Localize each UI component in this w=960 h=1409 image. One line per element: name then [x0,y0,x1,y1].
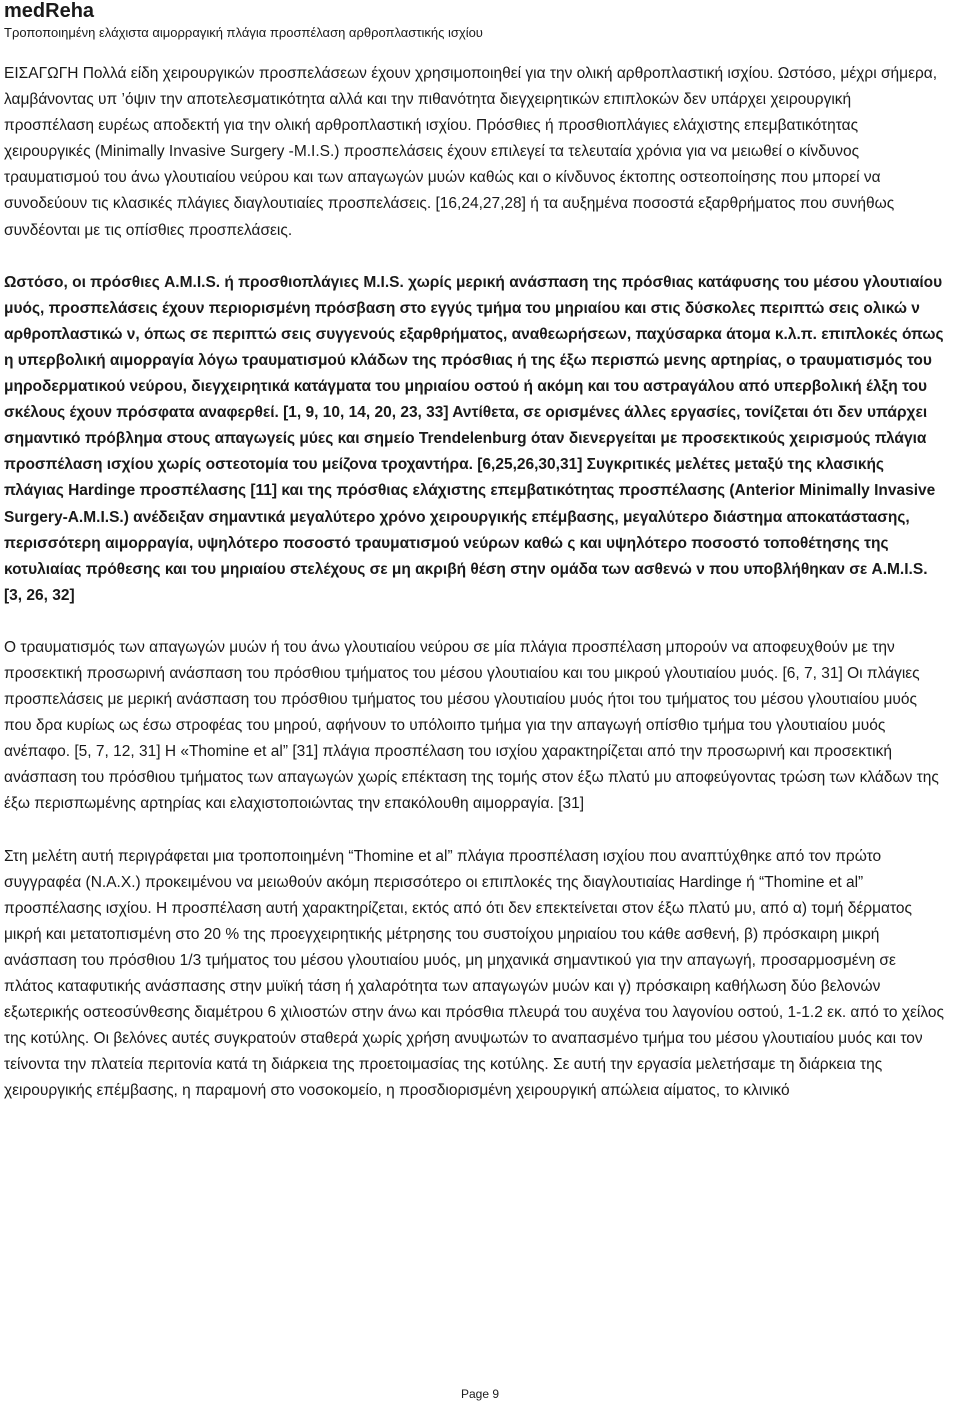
brand-title: medReha [4,0,95,22]
paragraph-introduction: ΕΙΣΑΓΩΓΗ Πολλά είδη χειρουργικών προσπελάσεων έχουν χρησιμοποιηθεί για την ολική αρθροπλαστική ισχίου. Ωστόσο, μέχρι σήμερα, λαμβάνοντας υπ ’όψιν την αποτελεσματικότητα αλλά και την πιθανότητα διεγχειρητικών επιπλοκών δεν υπάρχει χειρουργική προσπέλαση ευρέως αποδεκτή για την ολική αρθροπλαστική ισχίου. Πρόσθιες ή προσθιοπλάγιες ελάχιστης επεμβατικότητας χειρουργικές (Minimally Invasive Surgery -M.I.S.) προσπελάσεις έχουν επιλεγεί τα τελευταία χρόνια για να μειωθεί ο κίνδυνος τραυματισμού του άνω γλουτιαίου νεύρου και των απαγωγών μυών καθώς και ο κίνδυνος έκτοπης οστεοποίησης που μπορεί να συνοδεύουν τις κλασικές πλάγιες διαγλουτιαίες προσπελάσεις. [16,24,27,28] ή τα αυξημένα ποσοστά εξαρθρήματος που συνήθως συνδέονται με τις οπίσθιες προσπελάσεις. [4,65,938,239]
paragraph-gap [4,609,944,635]
paragraph-gap [4,244,944,270]
page-footer [0,1386,960,1402]
page-number: Page 9 [460,1387,500,1401]
body-content [4,61,944,1104]
paragraph-bold-complications: Ωστόσο, οι πρόσθιες A.M.I.S. ή προσθιοπλάγιες M.I.S. χωρίς μερική ανάσπαση της πρόσθιας κατάφυσης του μέσου γλουτιαίου μυός, προσπελάσεις έχουν περιορισμένη πρόσβαση στο εγγύς τμήμα του μηριαίου και στις δύσκολες περιπτώ σεις ολικώ ν αρθροπλαστικώ ν, όπως σε περιπτώ σεις συγγενούς εξαρθρήματος, αναθεωρήσεων, παχύσαρκα άτομα κ.λ.π. επιπλοκές όπως η υπερβολική αιμορραγία λόγω τραυματισμού κλάδων της πρόσθιας ή της έξω περισπώ μενης αρτηρίας, ο τραυματισμός του μηροδερματικού νεύρου, διεγχειρητικά κατάγματα του μηριαίου οστού ή ακόμη και του αστραγάλου από υπερβολική έλξη του σκέλους έχουν πρόσφατα αναφερθεί. [1, 9, 10, 14, 20, 23, 33] Αντίθετα, σε ορισμένες άλλες εργασίες, τονίζεται ότι δεν υπάρχει σημαντικό πρόβλημα στους απαγωγείς μύες και σημείο Trendelenburg όταν διενεργείται με προσεκτικούς χειρισμούς πλάγια προσπέλαση ισχίου χωρίς οστεοτομία του μείζονα τροχαντήρα. [6,25,26,30,31] Συγκριτικές μελέτες μεταξύ της κλασικής πλάγιας Hardinge προσπέλασης [11] και της πρόσθιας ελάχιστης επεμβατικότητας προσπέλασης (Anterior Minimally Invasive Surgery-A.M.I.S.) ανέδειξαν σημαντικά μεγαλύτερο χρόνο χειρουργικής επέμβασης, μεγαλύτερο διάστημα αποκατάστασης, περισσότερη αιμορραγία, υψηλότερο ποσοστό τραυματισμού νεύρων καθώ ς και υψηλότερο ποσοστό τοποθέτησης της κοτυλιαίας πρόθεσης και του μηριαίου στελέχους σε μη ακριβή θέση στην ομάδα των ασθενώ ν που υποβλήθηκαν σε A.M.I.S. [3, 26, 32] [4,273,944,604]
page-header [4,0,944,44]
paragraph-gap [4,818,944,844]
running-subtitle: Τροποποιημένη ελάχιστα αιμορραγική πλάγια προσπέλαση αρθροπλαστικής ισχίου [4,25,483,40]
paragraph-study-description: Στη μελέτη αυτή περιγράφεται μια τροποποιημένη “Thomine et al” πλάγια προσπέλαση ισχίου που αναπτύχθηκε από τον πρώτο συγγραφέα (Ν.Α.Χ.) προκειμένου να μειωθούν ακόμη περισσότερο οι επιπλοκές της διαγλουτιαίας Hardinge ή “Thomine et al” προσπέλασης ισχίου. Η προσπέλαση αυτή χαρακτηρίζεται, εκτός από ότι δεν επεκτείνεται στον έξω πλατύ μυ, από α) τομή δέρματος μικρή και μετατοπισμένη στο 20 % της προεγχειρητικής μέτρησης του συστοίχου μηριαίου του κάθε ασθενή, β) πρόσκαιρη μικρή ανάσπαση του πρόσθιου 1/3 τμήματος του μέσου γλουτιαίου μυός, μη μηχανικά σημαντικού για την απαγωγή, προσαρμοσμένη σε πλάτος καταφυτικής ανάσπασης στην μυϊκή τάση ή χαλαρότητα των απαγωγών μυών και γ) πρόσκαιρη καθήλωση δύο βελονών εξωτερικής οστεοσύνθεσης διαμέτρου 6 χιλιοστών στην άνω και πρόσθια πλευρά του αυχένα του λαγονίου οστού, 1-1.2 εκ. από το χείλος της κοτύλης. Οι βελόνες αυτές συγκρατούν σταθερά χωρίς χρήση ανυψωτών το αναπασμένο τμήμα του μέσου γλουτιαίου μυός και τον τείνοντα την πλατεία περιτονία κατά τη διάρκεια της προετοιμασίας της κοτύλης. Σε αυτή την εργασία μελετήσαμε τη διάρκεια της χειρουργικής επέμβασης, η παραμονή στο νοσοκομείο, η προσδιορισμένη χειρουργική απώλεια αίματος, το κλινικό [4,847,944,1100]
paragraph-abductor-injury: Ο τραυματισμός των απαγωγών μυών ή του άνω γλουτιαίου νεύρου σε μία πλάγια προσπέλαση μπορούν να αποφευχθούν με την προσεκτική προσωρινή ανάσπαση του πρόσθιου τμήματος του μέσου γλουτιαίου και του μικρού γλουτιαίου μυός. [6, 7, 31] Οι πλάγιες προσπελάσεις με μερική ανάσπαση του πρόσθιου τμήματος του μέσου γλουτιαίου μυός ήτοι του τμήματος του μέσου γλουτιαίου μυός που δρα κυρίως ως έσω στροφέας του μηρού, αφήνουν το υπόλοιπο τμήμα για την απαγωγή οπίσθιο τμήμα του γλουτιαίου μυός ανέπαφο. [5, 7, 12, 31] Η «Thomine et al” [31] πλάγια προσπέλαση του ισχίου χαρακτηρίζεται από την προσωρινή και προσεκτική ανάσπαση του πρόσθιου τμήματος των απαγωγών χωρίς επέκταση της τομής στον έξω πλατύ μυ αποφεύγοντας τρώση των κλάδων της έξω περισπωμένης αρτηρίας και ελαχιστοποιώντας την επακόλουθη αιμορραγία. [31] [4,638,939,813]
